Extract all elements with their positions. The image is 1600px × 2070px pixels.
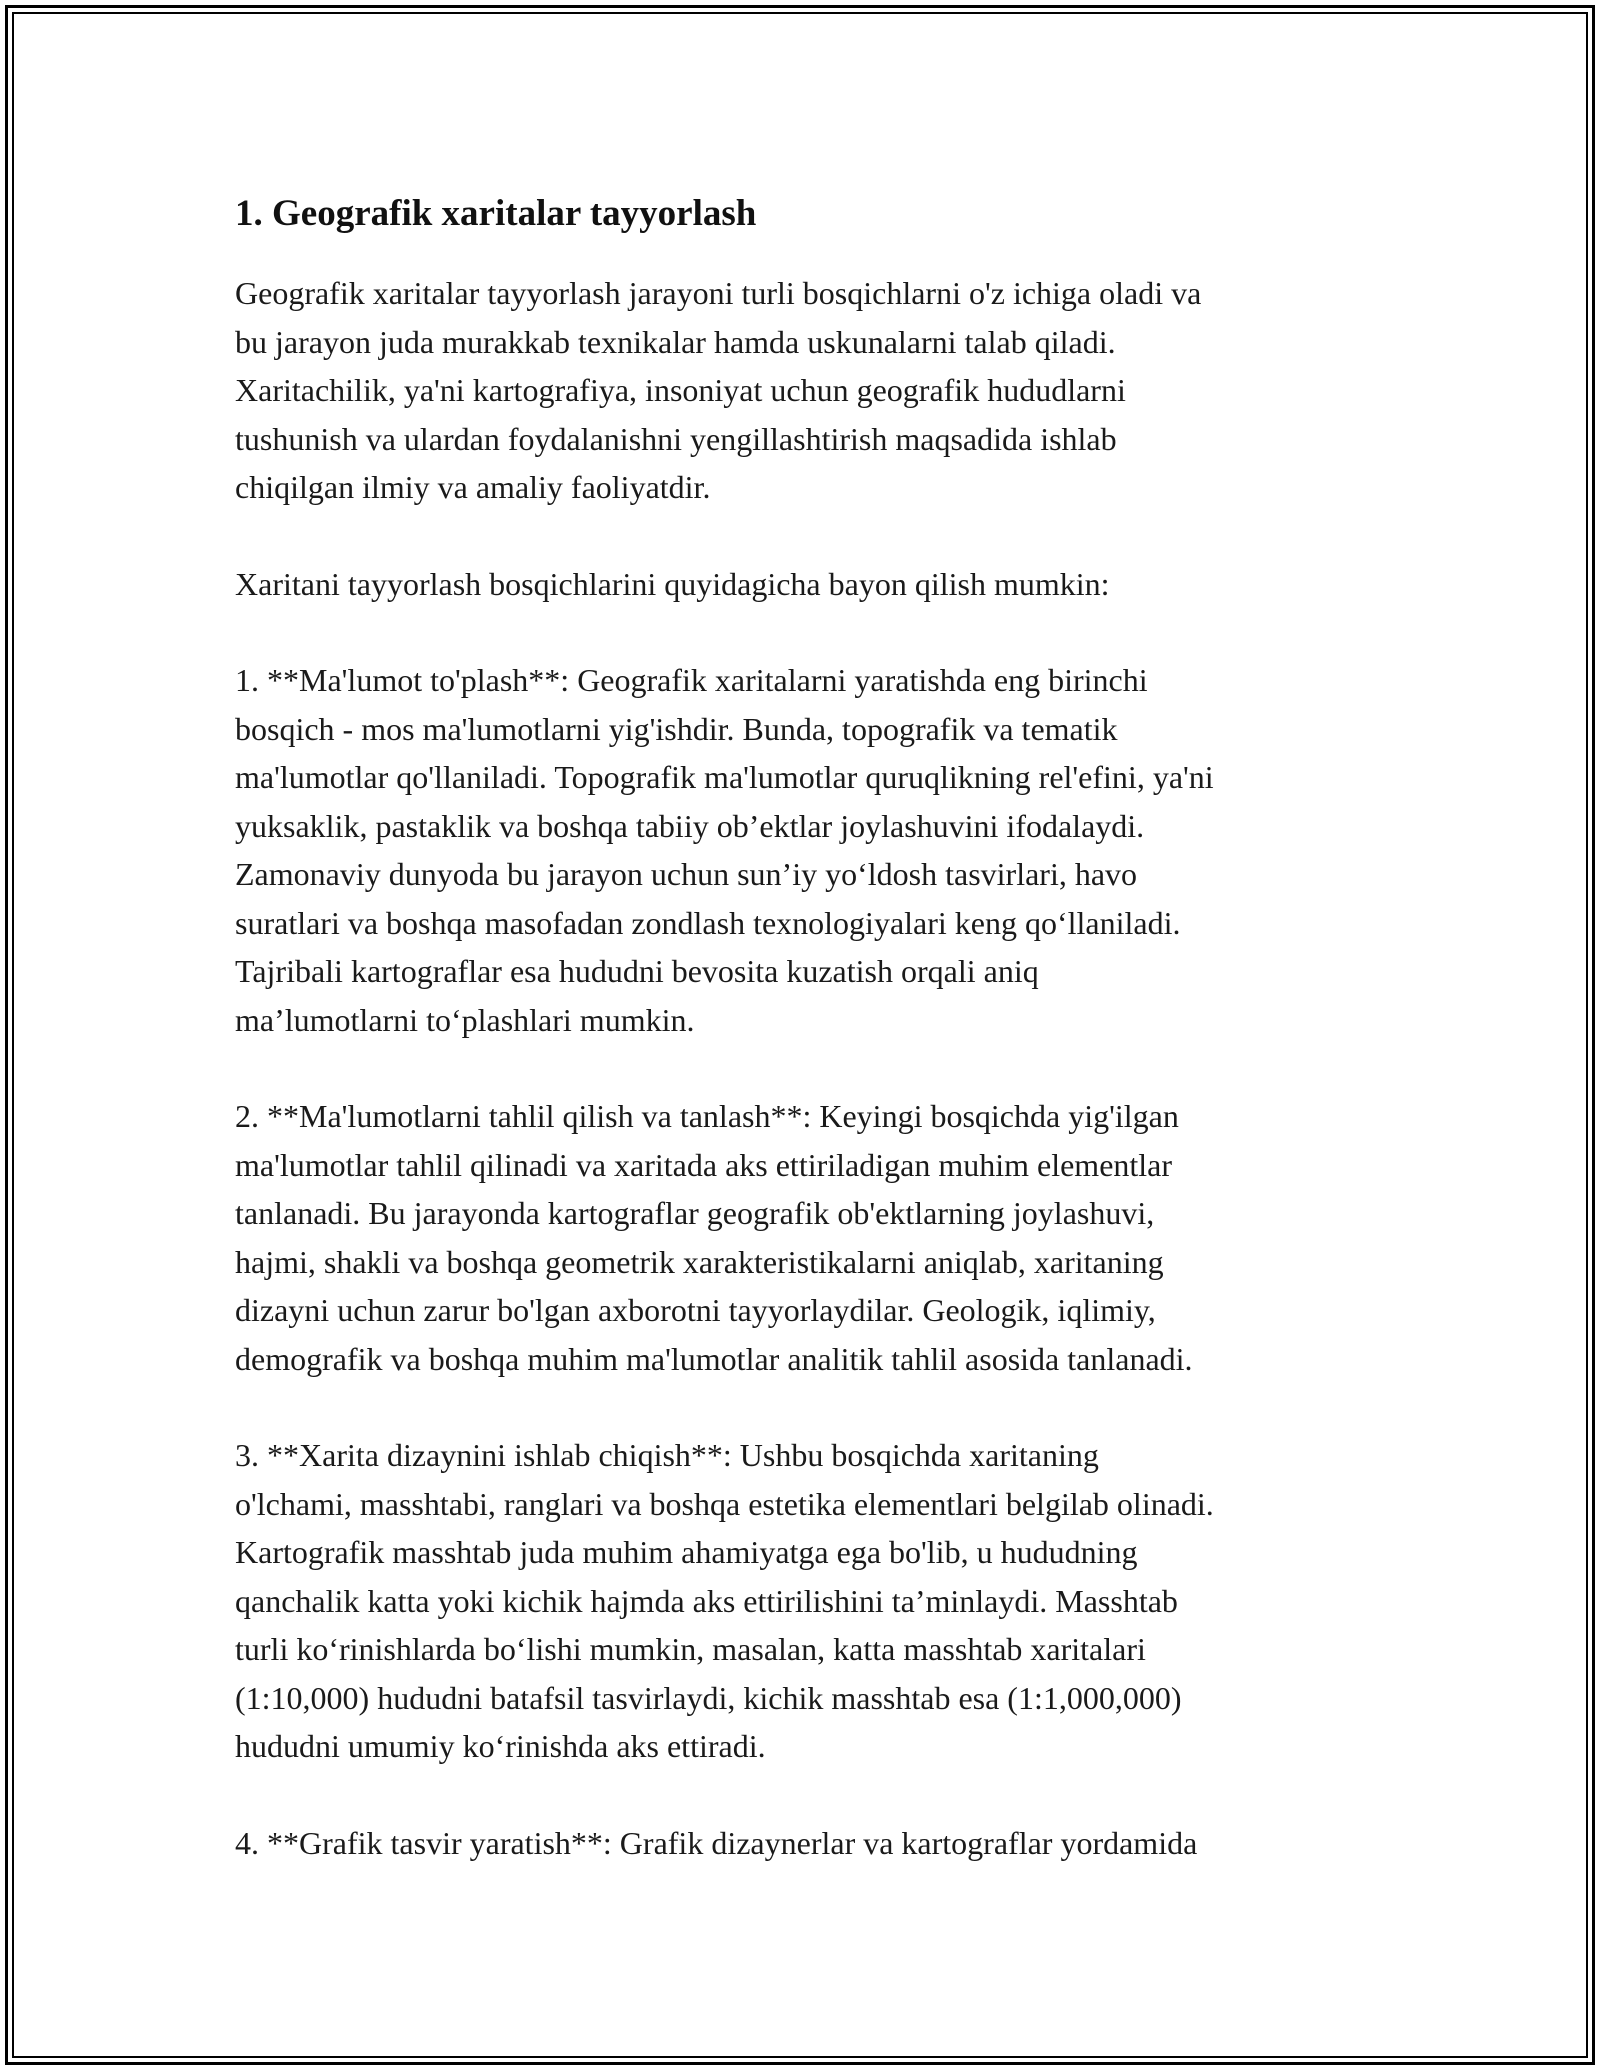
stages-intro-paragraph: Xaritani tayyorlash bosqichlarini quyidagicha bayon qilish mumkin: — [235, 565, 1110, 602]
section-heading: 1. Geografik xaritalar tayyorlash — [235, 193, 757, 234]
stage-2-paragraph: 2. **Ma'lumotlarni tahlil qilish va tanlash**: Keyingi bosqichda yig'ilgan ma'lumotlar tahlil qilinadi va xaritada aks ettiriladigan muhim elementlar tanlanadi. Bu jarayonda kartograflar geografik ob'ektlarning joylashuvi, hajmi, shakli va boshqa geometrik xarakteristikalarni aniqlab, xaritaning dizayni uchun zarur bo'lgan axborotni tayyorlaydilar. Geologik, iqlimiy, demografik va boshqa muhim ma'lumotlar analitik tahlil asosida tanlanadi. — [235, 1098, 1193, 1377]
intro-paragraph: Geografik xaritalar tayyorlash jarayoni turli bosqichlarni o'z ichiga oladi va bu jarayon juda murakkab texnikalar hamda uskunalarni talab qiladi. Xaritachilik, ya'ni kartografiya, insoniyat uchun geografik hududlarni tushunish va ulardan foydalanishni yengillashtirish maqsadida ishlab chiqilgan ilmiy va amaliy faoliyatdir. — [235, 275, 1202, 505]
document-body — [235, 185, 1370, 1915]
stage-4-paragraph: 4. **Grafik tasvir yaratish**: Grafik dizaynerlar va kartograflar yordamida — [235, 1824, 1198, 1861]
stage-1-paragraph: 1. **Ma'lumot to'plash**: Geografik xaritalarni yaratishda eng birinchi bosqich - mos ma'lumotlarni yig'ishdir. Bunda, topografik va tematik ma'lumotlar qo'llaniladi. Topografik ma'lumotlar quruqlikning rel'efini, ya'ni yuksaklik, pastaklik va boshqa tabiiy ob’ektlar joylashuvini ifodalaydi. Zamonaviy dunyoda bu jarayon uchun sun’iy yo‘ldosh tasvirlari, havo suratlari va boshqa masofadan zondlash texnologiyalari keng qo‘llaniladi. Tajribali kartograflar esa hududni bevosita kuzatish orqali aniq ma’lumotlarni to‘plashlari mumkin. — [235, 662, 1214, 1038]
stage-3-paragraph: 3. **Xarita dizaynini ishlab chiqish**: Ushbu bosqichda xaritaning o'lchami, masshtabi, ranglari va boshqa estetika elementlari belgilab olinadi. Kartografik masshtab juda muhim ahamiyatga ega bo'lib, u hududning qanchalik katta yoki kichik hajmda aks ettirilishini ta’minlaydi. Masshtab turli ko‘rinishlarda bo‘lishi mumkin, masalan, katta masshtab xaritalari (1:10,000) hududni batafsil tasvirlaydi, kichik masshtab esa (1:1,000,000) hududni umumiy ko‘rinishda aks ettiradi. — [235, 1437, 1214, 1764]
